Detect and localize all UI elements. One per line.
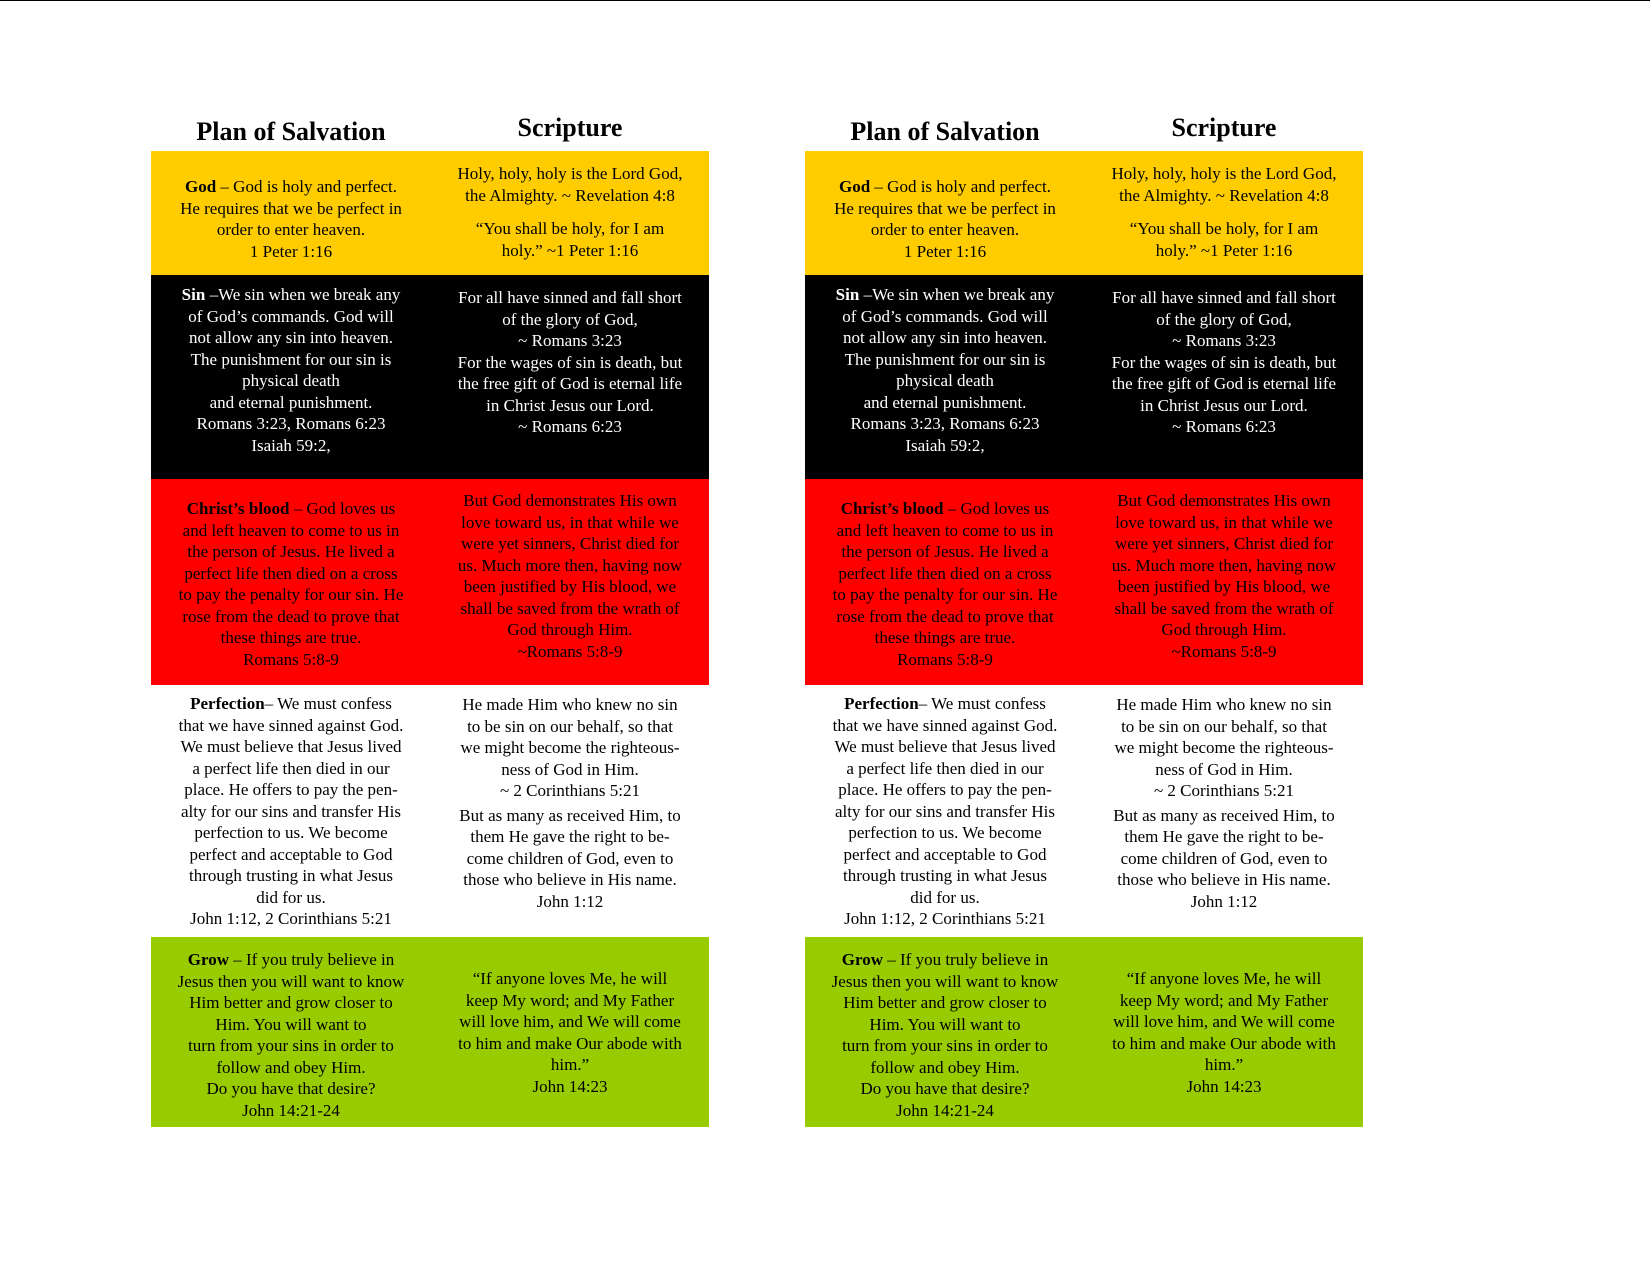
- step-text-line: and eternal punishment.: [209, 392, 373, 412]
- step-text-line: –We sin when we break any: [205, 285, 401, 304]
- plan-step: [151, 685, 431, 937]
- scripture-line: ~ 2 Corinthians 5:21: [1153, 781, 1294, 800]
- step-term: God: [184, 177, 217, 196]
- section-row-perf: [805, 685, 1363, 937]
- scripture-line: But God demonstrates His own: [463, 491, 677, 510]
- step-text-line: – God loves us: [943, 499, 1050, 518]
- scripture-text: [431, 275, 709, 479]
- scripture-line: them He gave the right to be-: [1124, 827, 1324, 846]
- scripture-line: the free gift of God is eternal life: [1111, 374, 1337, 393]
- scripture-line: holy.” ~1 Peter 1:16: [501, 240, 639, 260]
- plan-step: [805, 275, 1085, 479]
- step-text-line: order to enter heaven.: [216, 220, 366, 239]
- step-text-line: follow and obey Him.: [870, 1057, 1020, 1077]
- scripture-line: For the wages of sin is death, but: [457, 352, 683, 372]
- plan-step: [805, 685, 1085, 937]
- step-text-line: the person of Jesus. He lived a: [841, 542, 1049, 561]
- section-row-perf: [151, 685, 709, 937]
- step-text-line: – God is holy and perfect.: [870, 177, 1051, 196]
- scripture-line: ~ Romans 6:23: [518, 417, 622, 436]
- scripture-line: been justified by His blood, we: [463, 577, 677, 596]
- step-term: Sin: [181, 285, 206, 304]
- step-text-line: He requires that we be perfect in: [834, 198, 1056, 218]
- step-term: Sin: [835, 285, 860, 304]
- step-text-line: – We must confess: [918, 694, 1046, 713]
- plan-heading: Plan of Salvation: [850, 117, 1040, 146]
- scripture-line: ~ Romans 3:23: [1172, 331, 1276, 350]
- scripture-line: of the glory of God,: [502, 309, 638, 329]
- step-text-line: John 1:12, 2 Corinthians 5:21: [190, 909, 392, 928]
- step-text-line: Jesus then you will want to know: [831, 971, 1059, 991]
- section-row-sin: [805, 275, 1363, 479]
- step-text-line: place. He offers to pay the pen-: [184, 780, 398, 799]
- salvation-tract-2: [805, 105, 1363, 1127]
- scripture-line: love toward us, in that while we: [461, 512, 679, 532]
- step-text-line: John 14:21-24: [242, 1100, 340, 1120]
- step-text-line: through trusting in what Jesus: [189, 866, 393, 885]
- step-text-line: order to enter heaven.: [870, 220, 1020, 239]
- scripture-line: “You shall be holy, for I am: [1129, 219, 1319, 238]
- step-text-line: Jesus then you will want to know: [177, 971, 405, 991]
- scripture-line: those who believe in His name.: [463, 870, 677, 889]
- scripture-line: shall be saved from the wrath of: [460, 598, 680, 618]
- step-text-line: 1 Peter 1:16: [249, 241, 333, 261]
- step-text-line: Him better and grow closer to: [843, 993, 1047, 1012]
- step-text-line: to pay the penalty for our sin. He: [832, 585, 1058, 604]
- scripture-line: the free gift of God is eternal life: [457, 374, 683, 393]
- step-text-line: that we have sinned against God.: [178, 715, 404, 735]
- step-text-line: place. He offers to pay the pen-: [838, 780, 1052, 799]
- step-text-line: Isaiah 59:2,: [905, 435, 985, 455]
- scripture-line: ~Romans 5:8-9: [1171, 641, 1277, 661]
- scripture-line: He made Him who knew no sin: [462, 695, 678, 714]
- step-text-line: perfect and acceptable to God: [189, 844, 393, 864]
- step-text-line: The punishment for our sin is: [844, 349, 1046, 369]
- step-text-line: perfection to us. We become: [848, 823, 1042, 842]
- step-text-line: rose from the dead to prove that: [182, 606, 400, 626]
- scripture-line: shall be saved from the wrath of: [1114, 598, 1334, 618]
- step-text-line: rose from the dead to prove that: [836, 606, 1054, 626]
- step-term: Christ’s blood: [186, 499, 290, 518]
- step-text-line: follow and obey Him.: [216, 1057, 366, 1077]
- scripture-line: keep My word; and My Father: [1119, 990, 1329, 1010]
- step-text-line: The punishment for our sin is: [190, 349, 392, 369]
- scripture-line: love toward us, in that while we: [1115, 512, 1333, 532]
- scripture-line: in Christ Jesus our Lord.: [1140, 395, 1308, 415]
- step-text-line: Romans 5:8-9: [243, 649, 339, 669]
- scripture-line: him.”: [1204, 1055, 1244, 1074]
- scripture-line: were yet sinners, Christ died for: [1114, 534, 1334, 553]
- scripture-line: to him and make Our abode with: [1112, 1033, 1336, 1053]
- scripture-line: John 1:12: [1190, 891, 1258, 911]
- scripture-line: will love him, and We will come: [1113, 1012, 1335, 1031]
- plan-step: [151, 479, 431, 685]
- step-text-line: perfect life then died on a cross: [838, 563, 1052, 583]
- scripture-text: [1085, 937, 1363, 1127]
- scripture-line: the Almighty. ~ Revelation 4:8: [465, 185, 675, 205]
- plan-step: [805, 479, 1085, 685]
- scripture-line: For all have sinned and fall short: [458, 288, 682, 307]
- section-row-grow: [805, 937, 1363, 1127]
- step-text-line: to pay the penalty for our sin. He: [178, 585, 404, 604]
- scripture-line: them He gave the right to be-: [470, 827, 670, 846]
- step-text-line: John 1:12, 2 Corinthians 5:21: [844, 909, 1046, 928]
- step-text-line: perfection to us. We become: [194, 823, 388, 842]
- step-text-line: John 14:21-24: [896, 1100, 994, 1120]
- step-text-line: We must believe that Jesus lived: [834, 737, 1056, 756]
- step-text-line: –We sin when we break any: [859, 285, 1055, 304]
- scripture-text: [1085, 685, 1363, 937]
- scripture-line: “If anyone loves Me, he will: [472, 969, 668, 988]
- scripture-heading: Scripture: [1171, 113, 1277, 142]
- step-text-line: and left heaven to come to us in: [836, 520, 1054, 540]
- step-text-line: Him. You will want to: [869, 1014, 1021, 1034]
- step-text-line: of God’s commands. God will: [842, 306, 1048, 326]
- scripture-line: John 14:23: [532, 1076, 608, 1096]
- section-row-god: [151, 151, 709, 275]
- plan-step: [151, 937, 431, 1127]
- scripture-line: ness of God in Him.: [501, 759, 639, 779]
- scripture-line: to be sin on our behalf, so that: [467, 716, 673, 736]
- scripture-line: But as many as received Him, to: [459, 805, 681, 825]
- scripture-line: “You shall be holy, for I am: [475, 219, 665, 238]
- plan-step: [805, 937, 1085, 1127]
- tract-header: [805, 105, 1363, 151]
- scripture-line: us. Much more then, having now: [1111, 555, 1337, 575]
- step-text-line: a perfect life then died in our: [192, 758, 390, 778]
- scripture-line: ~ Romans 3:23: [518, 331, 622, 350]
- scripture-text: [1085, 275, 1363, 479]
- step-text-line: did for us.: [256, 887, 326, 907]
- scripture-line: the Almighty. ~ Revelation 4:8: [1119, 185, 1329, 205]
- section-row-god: [805, 151, 1363, 275]
- step-text-line: – If you truly believe in: [883, 950, 1049, 969]
- step-text-line: physical death: [896, 371, 994, 390]
- scripture-line: holy.” ~1 Peter 1:16: [1155, 240, 1293, 260]
- scripture-text: [1085, 151, 1363, 275]
- step-text-line: these things are true.: [220, 628, 362, 647]
- step-text-line: 1 Peter 1:16: [903, 241, 987, 261]
- tract-header: [151, 105, 709, 151]
- scripture-line: come children of God, even to: [466, 848, 674, 868]
- scripture-line: we might become the righteous-: [1114, 738, 1334, 757]
- step-text-line: the person of Jesus. He lived a: [187, 542, 395, 561]
- step-text-line: turn from your sins in order to: [842, 1036, 1048, 1055]
- step-term: God: [838, 177, 871, 196]
- page-top-border: [0, 0, 1650, 1]
- step-text-line: Romans 5:8-9: [897, 649, 993, 669]
- step-text-line: of God’s commands. God will: [188, 306, 394, 326]
- plan-step: [151, 151, 431, 275]
- scripture-line: God through Him.: [1161, 620, 1287, 639]
- step-text-line: He requires that we be perfect in: [180, 198, 402, 218]
- scripture-line: those who believe in His name.: [1117, 870, 1331, 889]
- scripture-text: [431, 151, 709, 275]
- scripture-text: [1085, 479, 1363, 685]
- step-term: Christ’s blood: [840, 499, 944, 518]
- scripture-line: will love him, and We will come: [459, 1012, 681, 1031]
- plan-step: [151, 275, 431, 479]
- step-term: Perfection: [190, 694, 265, 713]
- scripture-text: [431, 937, 709, 1127]
- step-text-line: Do you have that desire?: [860, 1079, 1030, 1098]
- step-text-line: Him better and grow closer to: [189, 993, 393, 1012]
- step-text-line: physical death: [242, 371, 340, 390]
- step-text-line: through trusting in what Jesus: [843, 866, 1047, 885]
- step-text-line: – God loves us: [289, 499, 396, 518]
- section-row-sin: [151, 275, 709, 479]
- salvation-tract-1: [151, 105, 709, 1127]
- step-text-line: – We must confess: [264, 694, 392, 713]
- section-row-grow: [151, 937, 709, 1127]
- step-text-line: and eternal punishment.: [863, 392, 1027, 412]
- scripture-line: Holy, holy, holy is the Lord God,: [457, 164, 683, 183]
- step-text-line: Romans 3:23, Romans 6:23: [850, 414, 1040, 433]
- scripture-line: “If anyone loves Me, he will: [1126, 969, 1322, 988]
- step-text-line: alty for our sins and transfer His: [180, 801, 401, 821]
- scripture-line: God through Him.: [507, 620, 633, 639]
- step-text-line: not allow any sin into heaven.: [843, 328, 1047, 347]
- step-text-line: a perfect life then died in our: [846, 758, 1044, 778]
- scripture-line: of the glory of God,: [1156, 309, 1292, 329]
- section-row-blood: [805, 479, 1363, 685]
- scripture-line: been justified by His blood, we: [1117, 577, 1331, 596]
- section-row-blood: [151, 479, 709, 685]
- step-text-line: and left heaven to come to us in: [182, 520, 400, 540]
- scripture-line: For all have sinned and fall short: [1112, 288, 1336, 307]
- scripture-line: For the wages of sin is death, but: [1111, 352, 1337, 372]
- step-text-line: perfect and acceptable to God: [843, 844, 1047, 864]
- scripture-line: He made Him who knew no sin: [1116, 695, 1332, 714]
- scripture-line: Holy, holy, holy is the Lord God,: [1111, 164, 1337, 183]
- scripture-line: John 1:12: [536, 891, 604, 911]
- plan-heading: Plan of Salvation: [196, 117, 386, 146]
- scripture-line: John 14:23: [1186, 1076, 1262, 1096]
- scripture-line: in Christ Jesus our Lord.: [486, 395, 654, 415]
- plan-step: [805, 151, 1085, 275]
- step-text-line: that we have sinned against God.: [832, 715, 1058, 735]
- step-text-line: – God is holy and perfect.: [216, 177, 397, 196]
- scripture-text: [431, 479, 709, 685]
- scripture-line: us. Much more then, having now: [457, 555, 683, 575]
- step-text-line: Do you have that desire?: [206, 1079, 376, 1098]
- step-term: Grow: [187, 950, 229, 969]
- scripture-line: But as many as received Him, to: [1113, 805, 1335, 825]
- scripture-line: ~ 2 Corinthians 5:21: [499, 781, 640, 800]
- step-text-line: – If you truly believe in: [229, 950, 395, 969]
- scripture-line: to him and make Our abode with: [458, 1033, 682, 1053]
- scripture-line: come children of God, even to: [1120, 848, 1328, 868]
- step-term: Perfection: [844, 694, 919, 713]
- step-text-line: Isaiah 59:2,: [251, 435, 331, 455]
- scripture-text: [431, 685, 709, 937]
- scripture-line: But God demonstrates His own: [1117, 491, 1331, 510]
- step-text-line: not allow any sin into heaven.: [189, 328, 393, 347]
- scripture-line: ~Romans 5:8-9: [517, 641, 623, 661]
- step-text-line: these things are true.: [874, 628, 1016, 647]
- step-text-line: turn from your sins in order to: [188, 1036, 394, 1055]
- step-text-line: perfect life then died on a cross: [184, 563, 398, 583]
- scripture-line: keep My word; and My Father: [465, 990, 675, 1010]
- step-text-line: Him. You will want to: [215, 1014, 367, 1034]
- scripture-line: ness of God in Him.: [1155, 759, 1293, 779]
- scripture-line: we might become the righteous-: [460, 738, 680, 757]
- scripture-line: to be sin on our behalf, so that: [1121, 716, 1327, 736]
- scripture-line: ~ Romans 6:23: [1172, 417, 1276, 436]
- scripture-heading: Scripture: [517, 113, 623, 142]
- step-text-line: Romans 3:23, Romans 6:23: [196, 414, 386, 433]
- step-term: Grow: [841, 950, 883, 969]
- step-text-line: We must believe that Jesus lived: [180, 737, 402, 756]
- step-text-line: did for us.: [910, 887, 980, 907]
- step-text-line: alty for our sins and transfer His: [834, 801, 1055, 821]
- scripture-line: were yet sinners, Christ died for: [460, 534, 680, 553]
- scripture-line: him.”: [550, 1055, 590, 1074]
